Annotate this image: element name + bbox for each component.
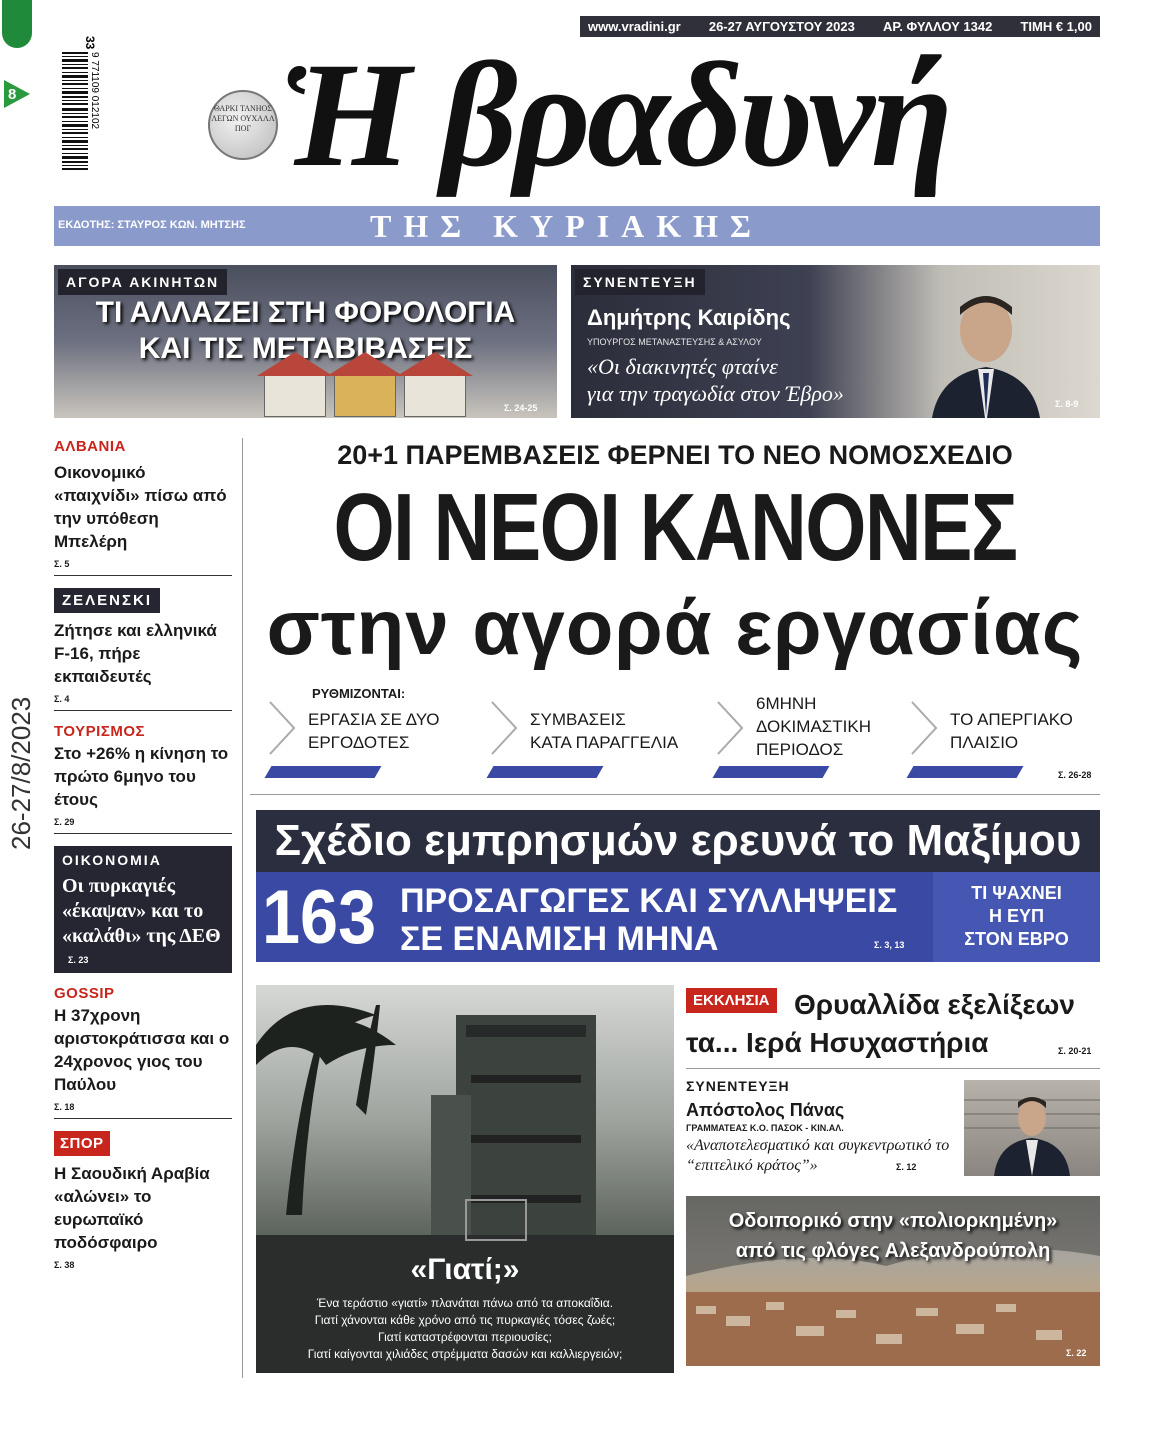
chevron-right-icon	[268, 700, 298, 756]
regulated-item	[268, 694, 473, 782]
regulated-label: ΡΥΘΜΙΖΟΝΤΑΙ:	[312, 686, 406, 701]
sidebar-headline: Ζήτησε και ελληνικά F-16, πήρε εκπαιδευτές	[54, 621, 217, 686]
sidebar-page: Σ. 18	[54, 1102, 75, 1112]
chevron-right-icon	[910, 700, 940, 756]
main-headline[interactable]: ΟΙ ΝΕΟΙ ΚΑΝΟΝΕΣ	[333, 474, 1017, 581]
sidebar-item-gossip[interactable]	[54, 985, 232, 1119]
travel-page: Σ. 22	[1066, 1348, 1087, 1358]
sidebar-category: ΣΠΟΡ	[54, 1131, 110, 1156]
travel-headline-line2: από τις φλόγες Αλεξανδρούπολη	[735, 1240, 1051, 1262]
fire-band-title: Σχέδιο εμπρησμών ερευνά το Μαξίμου	[256, 810, 1100, 872]
barcode-top-number: 33	[83, 36, 97, 50]
sidebar-headline: Οικονομικό «παιχνίδι» πίσω από την υπόθεση Μπελέρη	[54, 463, 227, 551]
interview2-tag: ΣΥΝΕΝΤΕΥΞΗ	[686, 1078, 790, 1094]
promo-interview[interactable]	[571, 265, 1100, 418]
sidebar-item-sport[interactable]	[54, 1131, 232, 1276]
eyp-line3: ΣΤΟΝ ΕΒΡΟ	[964, 929, 1069, 949]
sidebar-headline: Η Σαουδική Αραβία «αλώνει» το ευρωπαϊκό ποδόσφαιρο	[54, 1164, 210, 1252]
fire-investigation-band[interactable]	[256, 810, 1100, 962]
promo-property-tag: ΑΓΟΡΑ ΑΚΙΝΗΤΩΝ	[58, 269, 227, 295]
corner-green-mark	[2, 0, 32, 48]
sidebar-category: ΟΙΚΟΝΟΜΙΑ	[62, 852, 162, 868]
interviewee-role: ΥΠΟΥΡΓΟΣ ΜΕΤΑΝΑΣΤΕΥΣΗΣ & ΑΣΥΛΟΥ	[587, 337, 762, 347]
sidebar-item-economy[interactable]	[54, 846, 232, 973]
arrests-count: 163	[262, 875, 377, 960]
sidebar-category: ΖΕΛΕΝΣΚΙ	[54, 588, 160, 613]
photo-title: «Γιατί;»	[410, 1253, 520, 1286]
sidebar-headline: Στο +26% η κίνηση το πρώτο 6μηνο του έτους	[54, 744, 229, 809]
regulated-item-bar	[907, 766, 1024, 778]
chevron-right-icon	[490, 700, 520, 756]
regulated-item	[490, 694, 695, 782]
promo-property[interactable]	[54, 265, 557, 418]
sidebar-page: Σ. 29	[54, 817, 75, 827]
house-model-icon	[404, 375, 466, 417]
regulated-item-line: ΕΡΓΑΣΙΑ ΣΕ ΔΥΟ	[308, 710, 440, 729]
photo-caption-line: Γιατί χάνονται κάθε χρόνο από τις πυρκαγιές τόσες ζωές;	[314, 1313, 616, 1327]
promo-property-headline-line2: ΚΑΙ ΤΙΣ ΜΕΤΑΒΙΒΑΣΕΙΣ	[138, 332, 473, 365]
interview-quote	[587, 353, 844, 407]
vertical-date-stamp: 26-27/8/2023	[6, 696, 36, 850]
regulated-item-text	[530, 708, 678, 754]
issue-date: 26-27 ΑΥΓΟΥΣΤΟΥ 2023	[708, 19, 855, 34]
sidebar-headline: Η 37χρονη αριστοκράτισσα και ο 24χρονος γιος του Παύλου	[54, 1006, 230, 1094]
newspaper-logo: Ἡ βραδυνή	[280, 32, 950, 198]
fire-band-page: Σ. 3, 13	[874, 940, 905, 950]
regulated-page: Σ. 26-28	[1058, 770, 1092, 780]
regulated-item-text	[950, 708, 1073, 754]
regulated-item	[716, 694, 921, 782]
interview2-page: Σ. 12	[896, 1162, 917, 1172]
interview-quote-line2: για την τραγωδία στον Έβρο»	[587, 381, 844, 406]
regulated-item-line: ΚΑΤΑ ΠΑΡΑΓΓΕΛΙΑ	[530, 733, 679, 752]
promo-property-headline-line1: ΤΙ ΑΛΛΑΖΕΙ ΣΤΗ ΦΟΡΟΛΟΓΙΑ	[95, 296, 516, 329]
chevron-right-icon	[716, 700, 746, 756]
regulated-item-text	[756, 692, 871, 761]
issue-price: ΤΙΜΗ € 1,00	[1020, 19, 1092, 34]
regulated-item-bar	[265, 766, 382, 778]
burned-house-photo[interactable]	[256, 985, 674, 1373]
sidebar-category: GOSSIP	[54, 985, 115, 1002]
sidebar-item-tourism[interactable]	[54, 723, 232, 834]
sidebar-page: Σ. 4	[54, 694, 70, 704]
interview2-name[interactable]: Απόστολος Πάνας	[686, 1100, 845, 1120]
sidebar-item-zelensky[interactable]	[54, 588, 232, 711]
promo-interview-tag: ΣΥΝΕΝΤΕΥΞΗ	[575, 269, 705, 295]
arrests-text-line2: ΣΕ ΕΝΑΜΙΣΗ ΜΗΝΑ	[400, 920, 719, 958]
interview-quote-line1: «Οι διακινητές φταίνε	[587, 354, 778, 379]
arrests-text	[400, 882, 897, 958]
promo-property-page: Σ. 24-25	[504, 403, 538, 413]
sidebar-category: ΤΟΥΡΙΣΜΟΣ	[54, 723, 145, 740]
eyp-evros-box[interactable]	[933, 872, 1100, 962]
church-page: Σ. 20-21	[1058, 1046, 1092, 1056]
column-divider	[242, 438, 243, 1378]
interviewee2-portrait-icon	[964, 1080, 1100, 1176]
photo-caption-line: Γιατί καίγονται χιλιάδες στρέμματα δασών και καλλιεργειών;	[307, 1347, 623, 1361]
barcode	[58, 22, 104, 190]
interviewee-name: Δημήτρης Καιρίδης	[587, 305, 791, 330]
regulated-item-line: ΔΟΚΙΜΑΣΤΙΚΗ	[756, 717, 872, 736]
main-kicker: 20+1 ΠΑΡΕΜΒΑΣΕΙΣ ΦΕΡΝΕΙ ΤΟ ΝΕΟ ΝΟΜΟΣΧΕΔΙΟ	[337, 440, 1013, 470]
regulated-item-line: 6ΜΗΝΗ	[756, 694, 817, 713]
main-subheadline[interactable]: στην αγορά εργασίας	[266, 583, 1084, 671]
fire-band-stats	[256, 872, 1100, 962]
sidebar-item-albania[interactable]	[54, 438, 232, 576]
eyp-line1: ΤΙ ΨΑΧΝΕΙ	[971, 883, 1062, 903]
coin-emblem: ΘΑΡΚΙ ΤΑΝΗΟΣ ΛΕΓΩΝ ΟΥΧΑΛΛ ΠΟΓ	[208, 90, 278, 160]
regulated-item-line: ΣΥΜΒΑΣΕΙΣ	[530, 710, 626, 729]
house-model-icon	[264, 375, 326, 417]
barcode-digits: 9 771109 012102	[89, 52, 100, 130]
regulated-item-bar	[713, 766, 830, 778]
section-number: 8	[8, 86, 17, 103]
eyp-line2: Η ΕΥΠ	[988, 906, 1044, 926]
alexandroupoli-aerial-photo[interactable]	[686, 1196, 1100, 1366]
publisher-line: ΕΚΔΟΤΗΣ: ΣΤΑΥΡΟΣ ΚΩΝ. ΜΗΤΣΗΣ	[58, 219, 246, 231]
interview2-photo	[964, 1080, 1100, 1176]
issue-number: ΑΡ. ΦΥΛΛΟΥ 1342	[882, 19, 993, 34]
regulated-item-text	[308, 708, 440, 754]
travel-headline	[686, 1206, 1100, 1266]
photo-caption-line: Γιατί καταστρέφονται περιουσίες;	[378, 1330, 552, 1344]
section-divider	[686, 1068, 1100, 1069]
promo-interview-page: Σ. 8-9	[1055, 399, 1079, 409]
sidebar-headline: Οι πυρκαγιές «έκαψαν» και το «καλάθι» της ΔΕΘ	[62, 875, 221, 947]
regulated-item-line: ΠΕΡΙΟΔΟΣ	[756, 740, 844, 759]
sidebar-news	[54, 438, 232, 1288]
regulated-item-line: ΠΛΑΙΣΙΟ	[950, 733, 1019, 752]
sidebar-page: Σ. 23	[68, 955, 89, 965]
website-url[interactable]: www.vradini.gr	[588, 19, 681, 34]
photo-caption	[256, 1295, 674, 1363]
regulated-item	[910, 694, 1115, 782]
church-tag: ΕΚΚΛΗΣΙΑ	[686, 988, 777, 1013]
section-divider	[250, 794, 1100, 795]
regulated-item-bar	[487, 766, 604, 778]
interviewee-portrait-icon	[926, 285, 1046, 418]
sidebar-category: ΑΛΒΑΝΙΑ	[54, 438, 126, 455]
sidebar-page: Σ. 5	[54, 559, 70, 569]
regulated-item-line: ΤΟ ΑΠΕΡΓΙΑΚΟ	[950, 710, 1073, 729]
photo-caption-line: Ένα τεράστιο «γιατί» πλανάται πάνω από τα αποκαΐδια.	[316, 1296, 614, 1310]
arrests-text-line1: ΠΡΟΣΑΓΩΓΕΣ ΚΑΙ ΣΥΛΛΗΨΕΙΣ	[400, 882, 898, 920]
church-headline[interactable]: Θρυαλλίδα εξελίξεων τα... Ιερά Ησυχαστήρια	[686, 989, 1075, 1058]
interview2-quote: «Αναποτελεσματικό και συγκεντρωτικό το “επιτελικό κράτος”»	[686, 1137, 950, 1174]
regulated-item-line: ΕΡΓΟΔΟΤΕΣ	[308, 733, 410, 752]
travel-headline-line1: Οδοιπορικό στην «πολιορκημένη»	[728, 1210, 1058, 1232]
house-model-icon	[334, 375, 396, 417]
interview2-role: ΓΡΑΜΜΑΤΕΑΣ Κ.Ο. ΠΑΣΟΚ - ΚΙΝ.ΑΛ.	[686, 1123, 844, 1133]
sidebar-page: Σ. 38	[54, 1260, 75, 1270]
edition-title: ΤΗΣ ΚΥΡΙΑΚΗΣ	[370, 208, 763, 244]
